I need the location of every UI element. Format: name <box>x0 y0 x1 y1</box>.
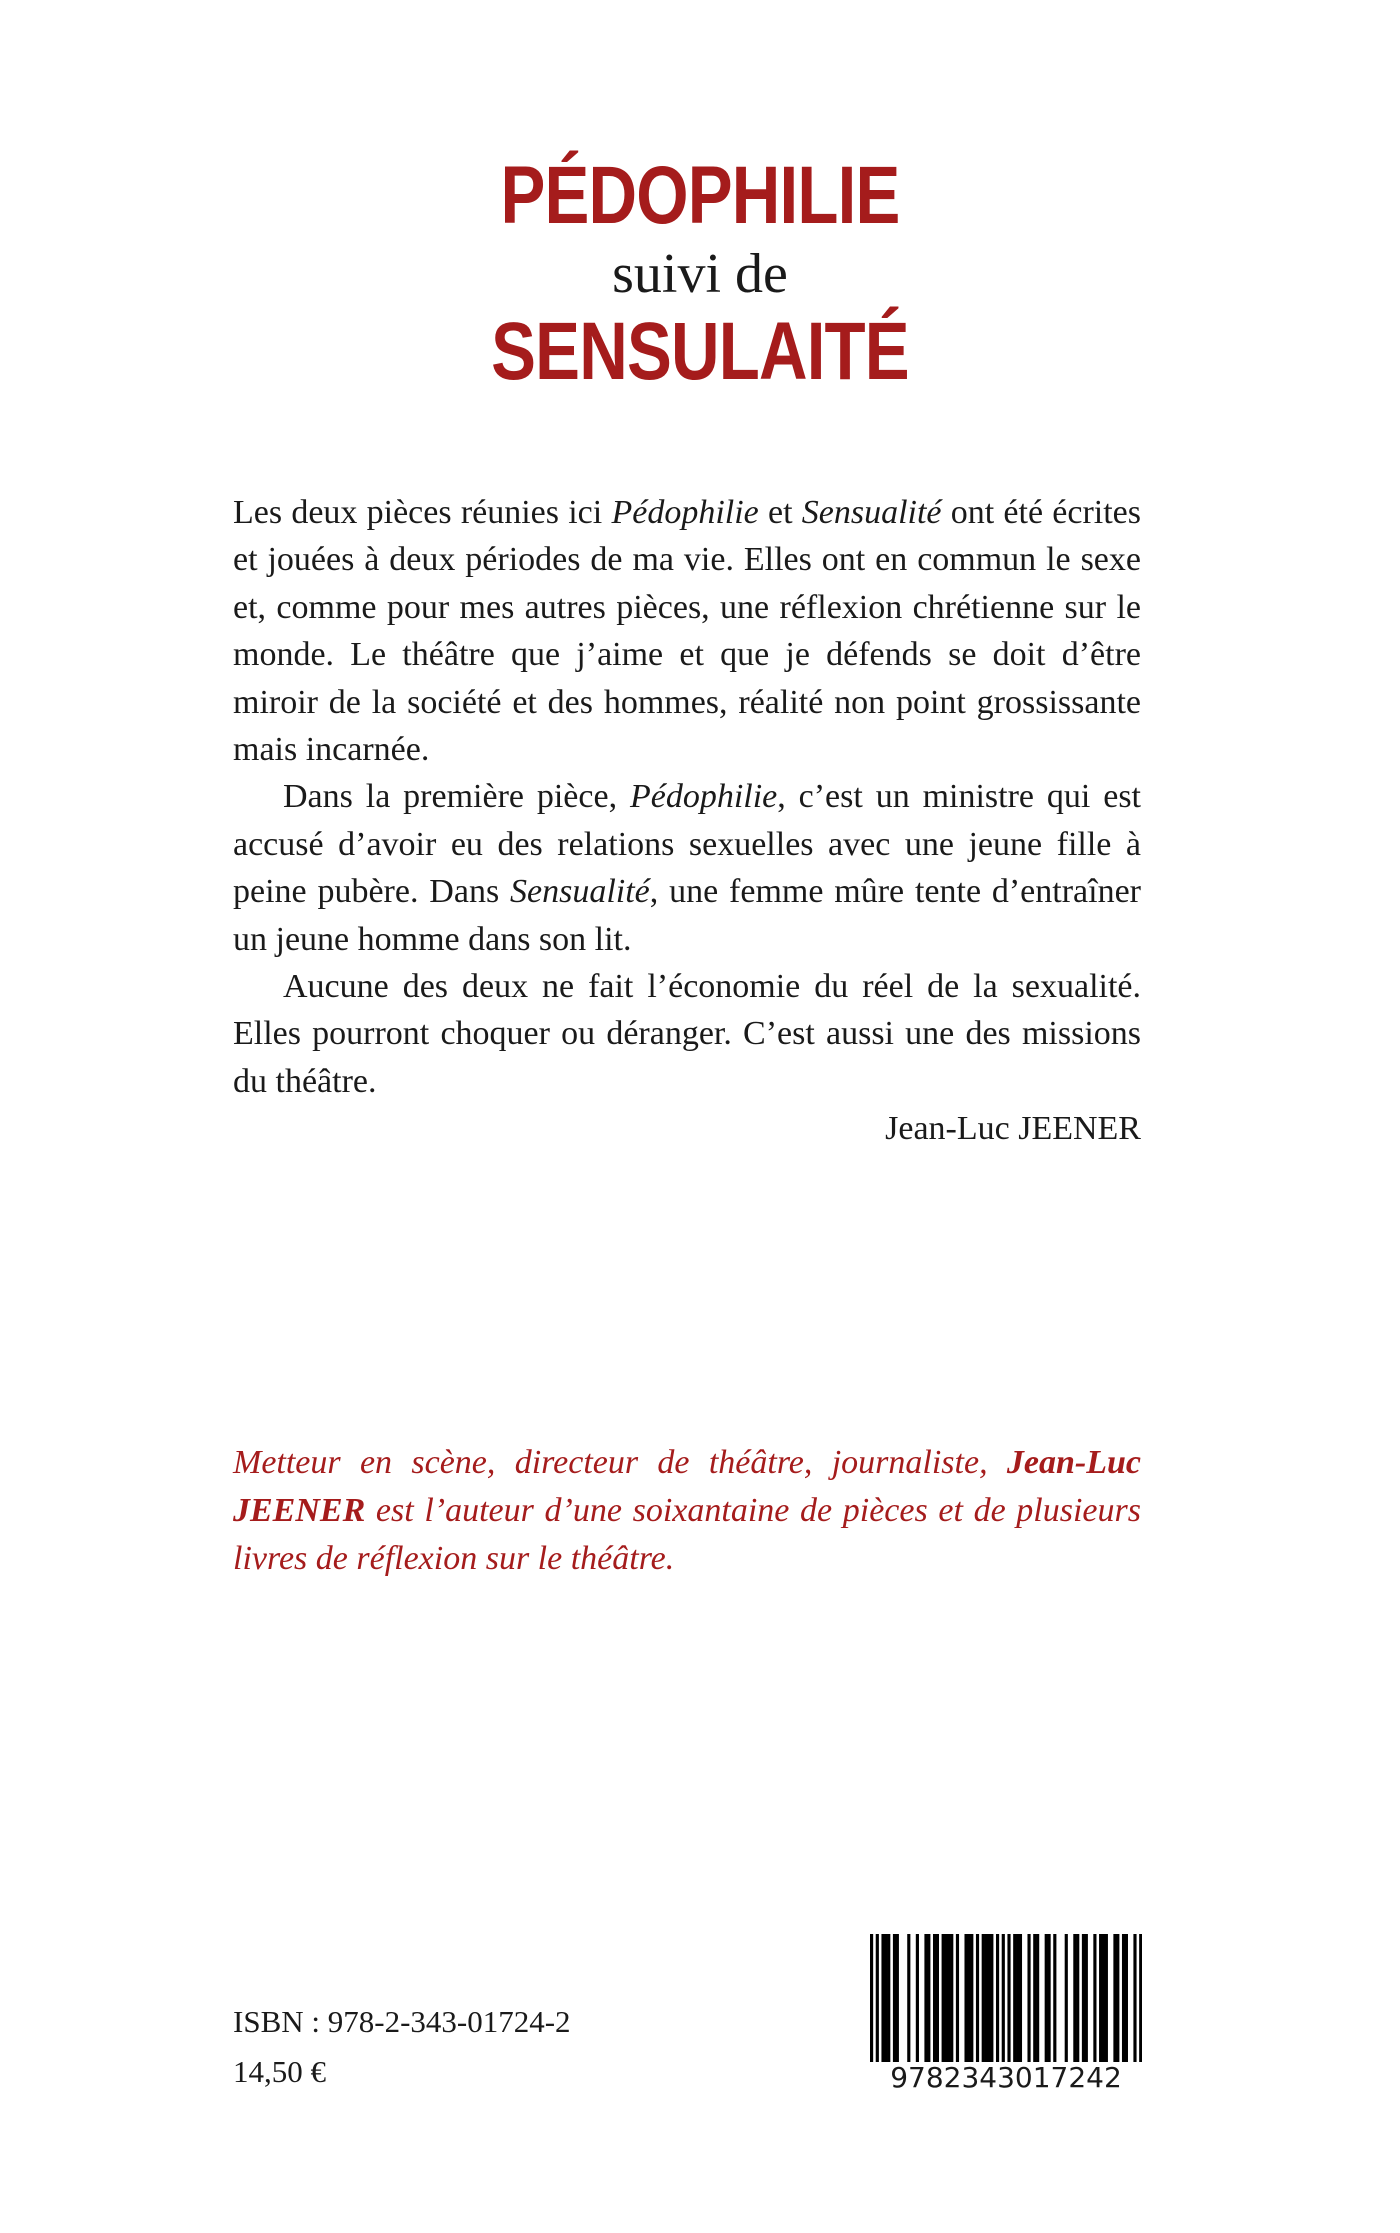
barcode-bar <box>1013 1934 1016 2062</box>
barcode-bar <box>1002 1934 1005 2062</box>
blurb-paragraph-3: Aucune des deux ne fait l’économie du réel de la sexualité. Elles pourront choquer ou déranger. C’est aussi une des missions du théâtre. <box>233 968 1141 1100</box>
barcode-bar <box>1076 1934 1079 2062</box>
barcode-bar <box>924 1934 927 2062</box>
barcode-bars <box>870 1934 1142 2062</box>
barcode-bar <box>927 1934 930 2062</box>
price-label: 14,50 € <box>233 2054 326 2089</box>
barcode-digits: 9782343017242 <box>890 2061 1122 2094</box>
barcode-bar <box>1027 1934 1030 2062</box>
barcode-bar <box>1019 1934 1022 2062</box>
barcode-bar <box>990 1934 993 2062</box>
barcode-bar <box>967 1934 970 2062</box>
barcode-bar <box>1122 1934 1125 2062</box>
barcode-bar <box>1073 1934 1076 2062</box>
barcode-bar <box>942 1934 945 2062</box>
barcode-bar <box>1082 1934 1085 2062</box>
barcode-bar <box>1048 1934 1051 2062</box>
cover-title-block <box>0 150 1400 398</box>
barcode-bar <box>893 1934 896 2062</box>
barcode-bar <box>1085 1934 1088 2062</box>
barcode-bar <box>982 1934 985 2062</box>
barcode-bar <box>944 1934 947 2062</box>
barcode-bar <box>947 1934 950 2062</box>
barcode-bar <box>1113 1934 1116 2062</box>
barcode-bar <box>870 1934 873 2062</box>
barcode-bar <box>936 1934 939 2062</box>
barcode-bar <box>996 1934 999 2062</box>
barcode-bar <box>964 1934 967 2062</box>
book-title-second: SENSULAITÉ <box>491 306 909 397</box>
barcode-bar <box>1016 1934 1019 2062</box>
barcode-bar <box>1033 1934 1036 2062</box>
blurb-paragraph-2: Dans la première pièce, Pédophilie, c’est un ministre qui est accusé d’avoir eu des relations sexuelles avec une jeune fille à peine pubère. Dans Sensualité, une femme mûre tente d’entraîner un jeune homme dans son lit. <box>233 778 1141 958</box>
book-title: PÉDOPHILIE <box>500 150 900 241</box>
barcode-bar <box>1065 1934 1068 2062</box>
barcode-bar <box>887 1934 890 2062</box>
barcode-bar <box>987 1934 990 2062</box>
barcode-bar <box>916 1934 919 2062</box>
barcode-bar <box>1007 1934 1010 2062</box>
barcode-bar <box>1036 1934 1039 2062</box>
barcode-bar <box>1093 1934 1096 2062</box>
barcode-bar <box>933 1934 936 2062</box>
ean13-barcode-icon <box>870 1934 1142 2094</box>
barcode-bar <box>1105 1934 1108 2062</box>
barcode-bar <box>970 1934 973 2062</box>
barcode-bar <box>1099 1934 1102 2062</box>
barcode-bar <box>976 1934 979 2062</box>
barcode-bar <box>907 1934 910 2062</box>
barcode-bar <box>950 1934 953 2062</box>
barcode-bar <box>896 1934 899 2062</box>
barcode-bar <box>1139 1934 1142 2062</box>
barcode-bar <box>1045 1934 1048 2062</box>
barcode-bar <box>1102 1934 1105 2062</box>
barcode-bar <box>1053 1934 1056 2062</box>
isbn-label: ISBN : 978-2-343-01724-2 <box>233 2004 571 2039</box>
barcode-bar <box>1116 1934 1119 2062</box>
barcode-bar <box>881 1934 884 2062</box>
blurb-paragraph-1: Les deux pièces réunies ici Pédophilie et Sensualité ont été écrites et jouées à deux périodes de ma vie. Elles ont en commun le sexe et, comme pour mes autres pièces, une réflexion chrétienne sur le monde. Le théâtre que j’aime et que je défends se doit d’être miroir de la société et des hommes, réalité non point grossissante mais incarnée. <box>233 494 1141 769</box>
author-signature: Jean-Luc JEENER <box>885 1110 1141 1148</box>
barcode-bar <box>1133 1934 1136 2062</box>
barcode-bar <box>985 1934 988 2062</box>
author-bio: Metteur en scène, directeur de théâtre, journaliste, Jean-Luc JEENER est l’auteur d’une soixantaine de pièces et de plusieurs livres de réflexion sur le théâtre. <box>233 1444 1141 1577</box>
title-connector: suivi de <box>612 243 788 305</box>
barcode-bar <box>876 1934 879 2062</box>
back-cover-blurb <box>233 489 1141 1153</box>
barcode-bar <box>1125 1934 1128 2062</box>
barcode-bar <box>956 1934 959 2062</box>
barcode-bar <box>884 1934 887 2062</box>
